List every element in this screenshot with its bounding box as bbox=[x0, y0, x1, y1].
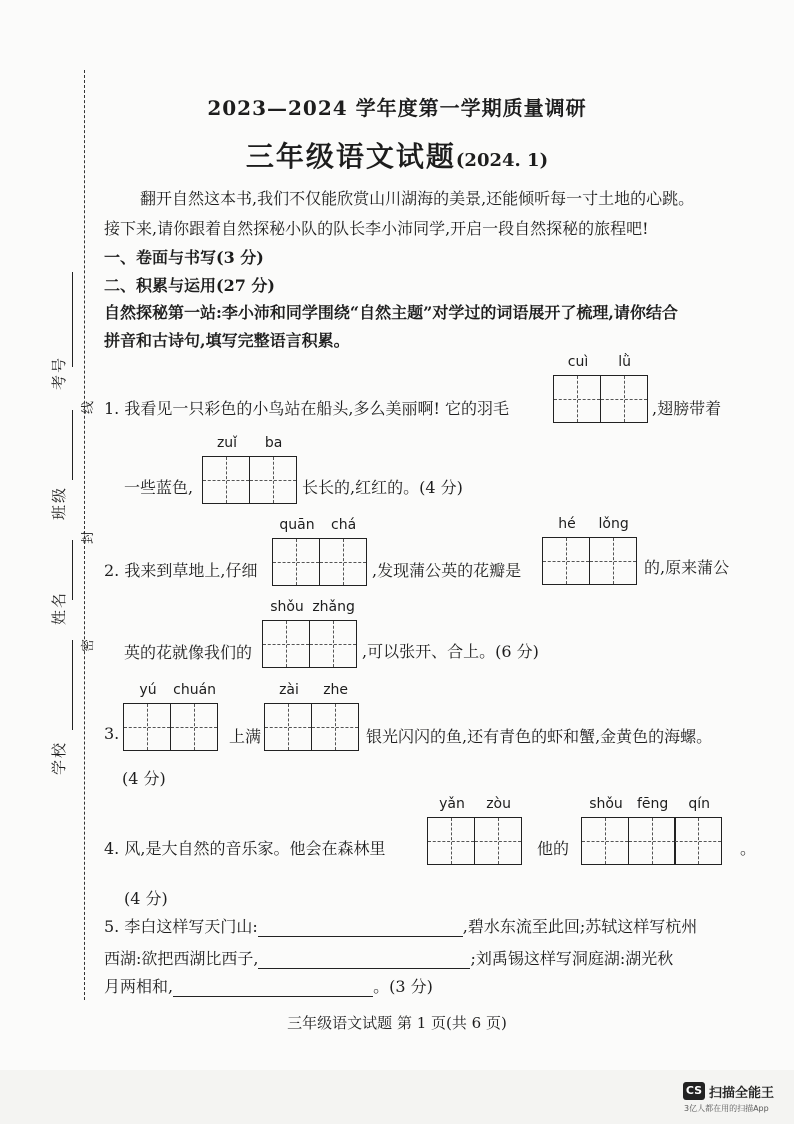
q3-number: 3. bbox=[104, 724, 120, 743]
writing-cell[interactable] bbox=[589, 516, 637, 585]
q3-score: (4 分) bbox=[122, 769, 166, 788]
q5-line-3 bbox=[104, 974, 433, 997]
q4-grid-b bbox=[581, 796, 722, 865]
exam-term-title: 2023—2024 学年度第一学期质量调研 bbox=[207, 96, 587, 120]
pinyin: chá bbox=[331, 517, 357, 533]
writing-cell[interactable] bbox=[170, 682, 218, 751]
pinyin: zài bbox=[279, 682, 299, 698]
q2-text-after: 的,原来蒲公 bbox=[644, 558, 730, 577]
station-1-line-2: 拼音和古诗句,填写完整语言积累。 bbox=[104, 331, 350, 350]
q5-answer-blank-2[interactable] bbox=[258, 952, 470, 969]
class-blank bbox=[72, 410, 73, 480]
q5-line-1 bbox=[104, 914, 697, 937]
pinyin: zuǐ bbox=[216, 435, 238, 451]
q4-text-after: 。 bbox=[740, 839, 757, 858]
writing-cell[interactable] bbox=[272, 517, 320, 586]
q2-grid-c bbox=[262, 599, 357, 668]
writing-cell[interactable] bbox=[264, 682, 312, 751]
writing-cell[interactable] bbox=[600, 354, 648, 423]
q4-text-before: 4. 风,是大自然的音乐家。他会在森林里 bbox=[104, 839, 386, 858]
exam-no-label: 考号 bbox=[50, 355, 68, 390]
page-footer: 三年级语文试题 第 1 页(共 6 页) bbox=[287, 1014, 507, 1032]
q4-grid-a bbox=[427, 796, 522, 865]
pinyin: yú bbox=[139, 682, 157, 698]
writing-cell[interactable] bbox=[674, 796, 722, 865]
writing-cell[interactable] bbox=[553, 354, 601, 423]
station-1-line-1: 自然探秘第一站:李小沛和同学围绕“自然主题”对学过的词语展开了梳理,请你结合 bbox=[104, 303, 678, 322]
school-label: 学校 bbox=[50, 740, 68, 775]
q5-line2-b: ;刘禹锡这样写洞庭湖:湖光秋 bbox=[470, 949, 674, 968]
pinyin: chuán bbox=[173, 682, 217, 698]
writing-cell[interactable] bbox=[581, 796, 629, 865]
q2-grid-b bbox=[542, 516, 637, 585]
pinyin: shǒu bbox=[270, 599, 304, 615]
pinyin: yǎn bbox=[439, 796, 465, 812]
q3-text-after: 银光闪闪的鱼,还有青色的虾和蟹,金黄色的海螺。 bbox=[366, 727, 713, 746]
q3-text-mid: 上满 bbox=[229, 727, 262, 746]
pinyin: cuì bbox=[567, 354, 589, 370]
exam-no-blank bbox=[72, 272, 73, 367]
pinyin: zòu bbox=[486, 796, 511, 812]
name-blank bbox=[72, 540, 73, 600]
pinyin: zhe bbox=[323, 682, 349, 698]
q2-text-before: 2. 我来到草地上,仔细 bbox=[104, 561, 258, 580]
q1-grid-b bbox=[202, 435, 297, 504]
pinyin: zhǎng bbox=[312, 599, 355, 615]
school-blank bbox=[72, 640, 73, 730]
writing-cell[interactable] bbox=[311, 682, 359, 751]
scanner-tagline: 3亿人都在用的扫描App bbox=[684, 1104, 769, 1113]
exam-date: (2024. 1) bbox=[455, 150, 549, 171]
pinyin: lǒng bbox=[598, 516, 629, 532]
writing-cell[interactable] bbox=[474, 796, 522, 865]
binding-mark-mi: 密 bbox=[81, 638, 97, 653]
binding-mark-feng: 封 bbox=[81, 530, 97, 545]
pinyin: qín bbox=[688, 796, 711, 812]
q2-line2-before: 英的花就像我们的 bbox=[124, 643, 253, 662]
name-label: 姓名 bbox=[50, 590, 68, 625]
q1-grid-a bbox=[553, 354, 648, 423]
writing-cell[interactable] bbox=[628, 796, 676, 865]
pinyin: lǜ bbox=[618, 354, 631, 370]
writing-cell[interactable] bbox=[123, 682, 171, 751]
exam-main-title bbox=[0, 135, 794, 175]
intro-line-1: 翻开自然这本书,我们不仅能欣赏山川湖海的美景,还能倾听每一寸土地的心跳。 bbox=[140, 189, 695, 208]
writing-cell[interactable] bbox=[542, 516, 590, 585]
intro-line-2: 接下来,请你跟着自然探秘小队的队长李小沛同学,开启一段自然探秘的旅程吧! bbox=[104, 219, 649, 238]
q3-grid-b bbox=[264, 682, 359, 751]
q1-text-after: ,翅膀带着 bbox=[652, 399, 722, 418]
q2-grid-a bbox=[272, 517, 367, 586]
writing-cell[interactable] bbox=[202, 435, 250, 504]
section-1-heading: 一、卷面与书写(3 分) bbox=[104, 248, 264, 267]
q2-text-mid: ,发现蒲公英的花瓣是 bbox=[372, 561, 522, 580]
writing-cell[interactable] bbox=[309, 599, 357, 668]
q2-line2-after: ,可以张开、合上。(6 分) bbox=[362, 642, 539, 661]
q5-answer-blank-3[interactable] bbox=[173, 980, 373, 997]
writing-cell[interactable] bbox=[249, 435, 297, 504]
q1-text-before: 1. 我看见一只彩色的小鸟站在船头,多么美丽啊! 它的羽毛 bbox=[104, 399, 509, 418]
q4-text-mid: 他的 bbox=[537, 839, 570, 858]
pinyin: ba bbox=[264, 435, 283, 451]
q3-grid-a bbox=[123, 682, 218, 751]
writing-cell[interactable] bbox=[427, 796, 475, 865]
q5-line-2 bbox=[104, 946, 673, 969]
q1-line2-before: 一些蓝色, bbox=[124, 478, 194, 497]
binding-mark-xian: 线 bbox=[81, 400, 97, 415]
pinyin: fēng bbox=[636, 796, 669, 812]
q5-line1-b: ,碧水东流至此回;苏轼这样写杭州 bbox=[462, 917, 698, 936]
exam-subject-title: 三年级语文试题 bbox=[245, 140, 456, 173]
q5-line1-a: 5. 李白这样写天门山: bbox=[104, 917, 258, 936]
q5-line3-a: 月两相和, bbox=[104, 977, 174, 996]
q4-score: (4 分) bbox=[124, 889, 168, 908]
scanner-app-name: 扫描全能王 bbox=[709, 1086, 775, 1101]
pinyin: quān bbox=[279, 517, 315, 533]
writing-cell[interactable] bbox=[262, 599, 310, 668]
scanner-logo-icon: CS bbox=[683, 1082, 705, 1100]
pinyin: hé bbox=[558, 516, 576, 532]
q5-line2-a: 西湖:欲把西湖比西子, bbox=[104, 949, 259, 968]
q5-answer-blank-1[interactable] bbox=[258, 920, 463, 937]
pinyin: shǒu bbox=[589, 796, 623, 812]
q1-line2-after: 长长的,红红的。(4 分) bbox=[302, 478, 463, 497]
section-2-heading: 二、积累与运用(27 分) bbox=[104, 276, 275, 295]
writing-cell[interactable] bbox=[319, 517, 367, 586]
class-label: 班级 bbox=[50, 485, 68, 520]
q5-line3-b: 。(3 分) bbox=[373, 977, 433, 996]
